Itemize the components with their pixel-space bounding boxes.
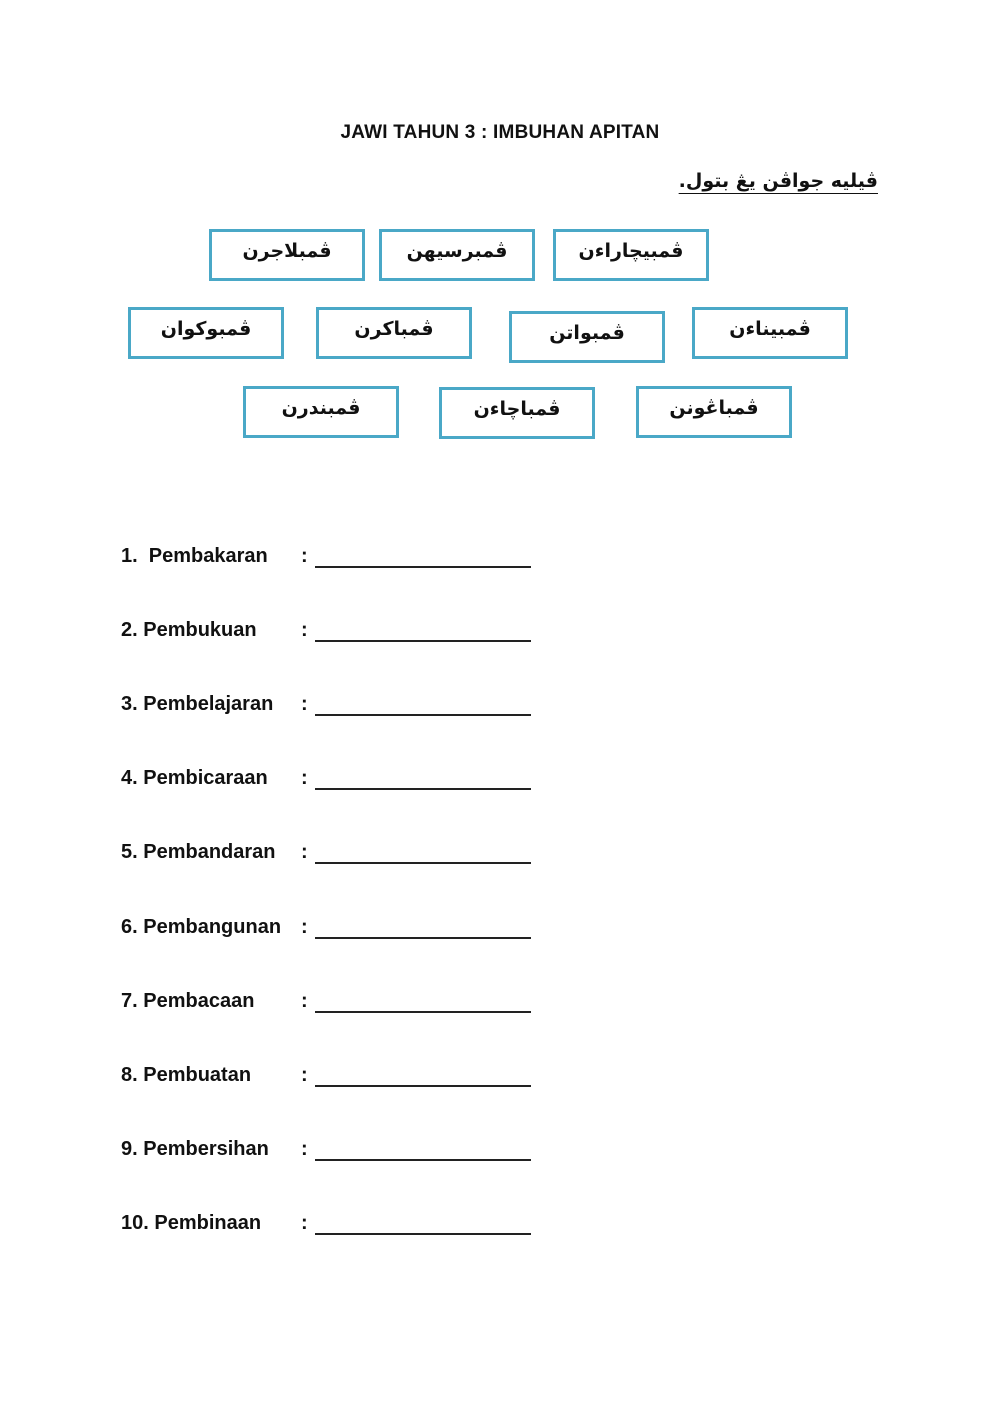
answer-line[interactable] — [315, 640, 531, 642]
question-label: 7. Pembacaan — [121, 990, 255, 1012]
question-colon: : — [301, 1138, 308, 1160]
question-colon: : — [301, 767, 308, 789]
instruction-text: ڤيليه جواڤن يڠ بتول. — [678, 170, 878, 192]
word-box[interactable]: ڤمباكرن — [316, 307, 472, 359]
question-label: 3. Pembelajaran — [121, 693, 274, 715]
answer-line[interactable] — [315, 714, 531, 716]
answer-line[interactable] — [315, 788, 531, 790]
question-label: 9. Pembersihan — [121, 1138, 269, 1160]
page-title: JAWI TAHUN 3 : IMBUHAN APITAN — [340, 122, 660, 143]
question-colon: : — [301, 841, 308, 863]
question-colon: : — [301, 916, 308, 938]
question-label: 6. Pembangunan — [121, 916, 282, 938]
word-box[interactable]: ڤمبلاجرن — [209, 229, 365, 281]
word-box[interactable]: ڤمبندرن — [243, 386, 399, 438]
answer-line[interactable] — [315, 1011, 531, 1013]
question-label: 10. Pembinaan — [121, 1212, 262, 1234]
question-label: 8. Pembuatan — [121, 1064, 252, 1086]
word-box[interactable]: ڤمبرسيهن — [379, 229, 535, 281]
answer-line[interactable] — [315, 566, 531, 568]
question-colon: : — [301, 619, 308, 641]
answer-line[interactable] — [315, 1159, 531, 1161]
word-box[interactable]: ڤمبيچاراءن — [553, 229, 709, 281]
question-colon: : — [301, 545, 308, 567]
question-colon: : — [301, 1212, 308, 1234]
question-label: 1. Pembakaran — [121, 545, 268, 567]
answer-line[interactable] — [315, 862, 531, 864]
question-colon: : — [301, 1064, 308, 1086]
word-box[interactable]: ڤمباچاءن — [439, 387, 595, 439]
word-box[interactable]: ڤمبواتن — [509, 311, 665, 363]
question-label: 2. Pembukuan — [121, 619, 257, 641]
word-box[interactable]: ڤمبوكوان — [128, 307, 284, 359]
answer-line[interactable] — [315, 1085, 531, 1087]
question-colon: : — [301, 990, 308, 1012]
word-box[interactable]: ڤمباڠونن — [636, 386, 792, 438]
answer-line[interactable] — [315, 1233, 531, 1235]
question-label: 4. Pembicaraan — [121, 767, 268, 789]
answer-line[interactable] — [315, 937, 531, 939]
question-label: 5. Pembandaran — [121, 841, 276, 863]
question-colon: : — [301, 693, 308, 715]
word-box[interactable]: ڤمبيناءن — [692, 307, 848, 359]
